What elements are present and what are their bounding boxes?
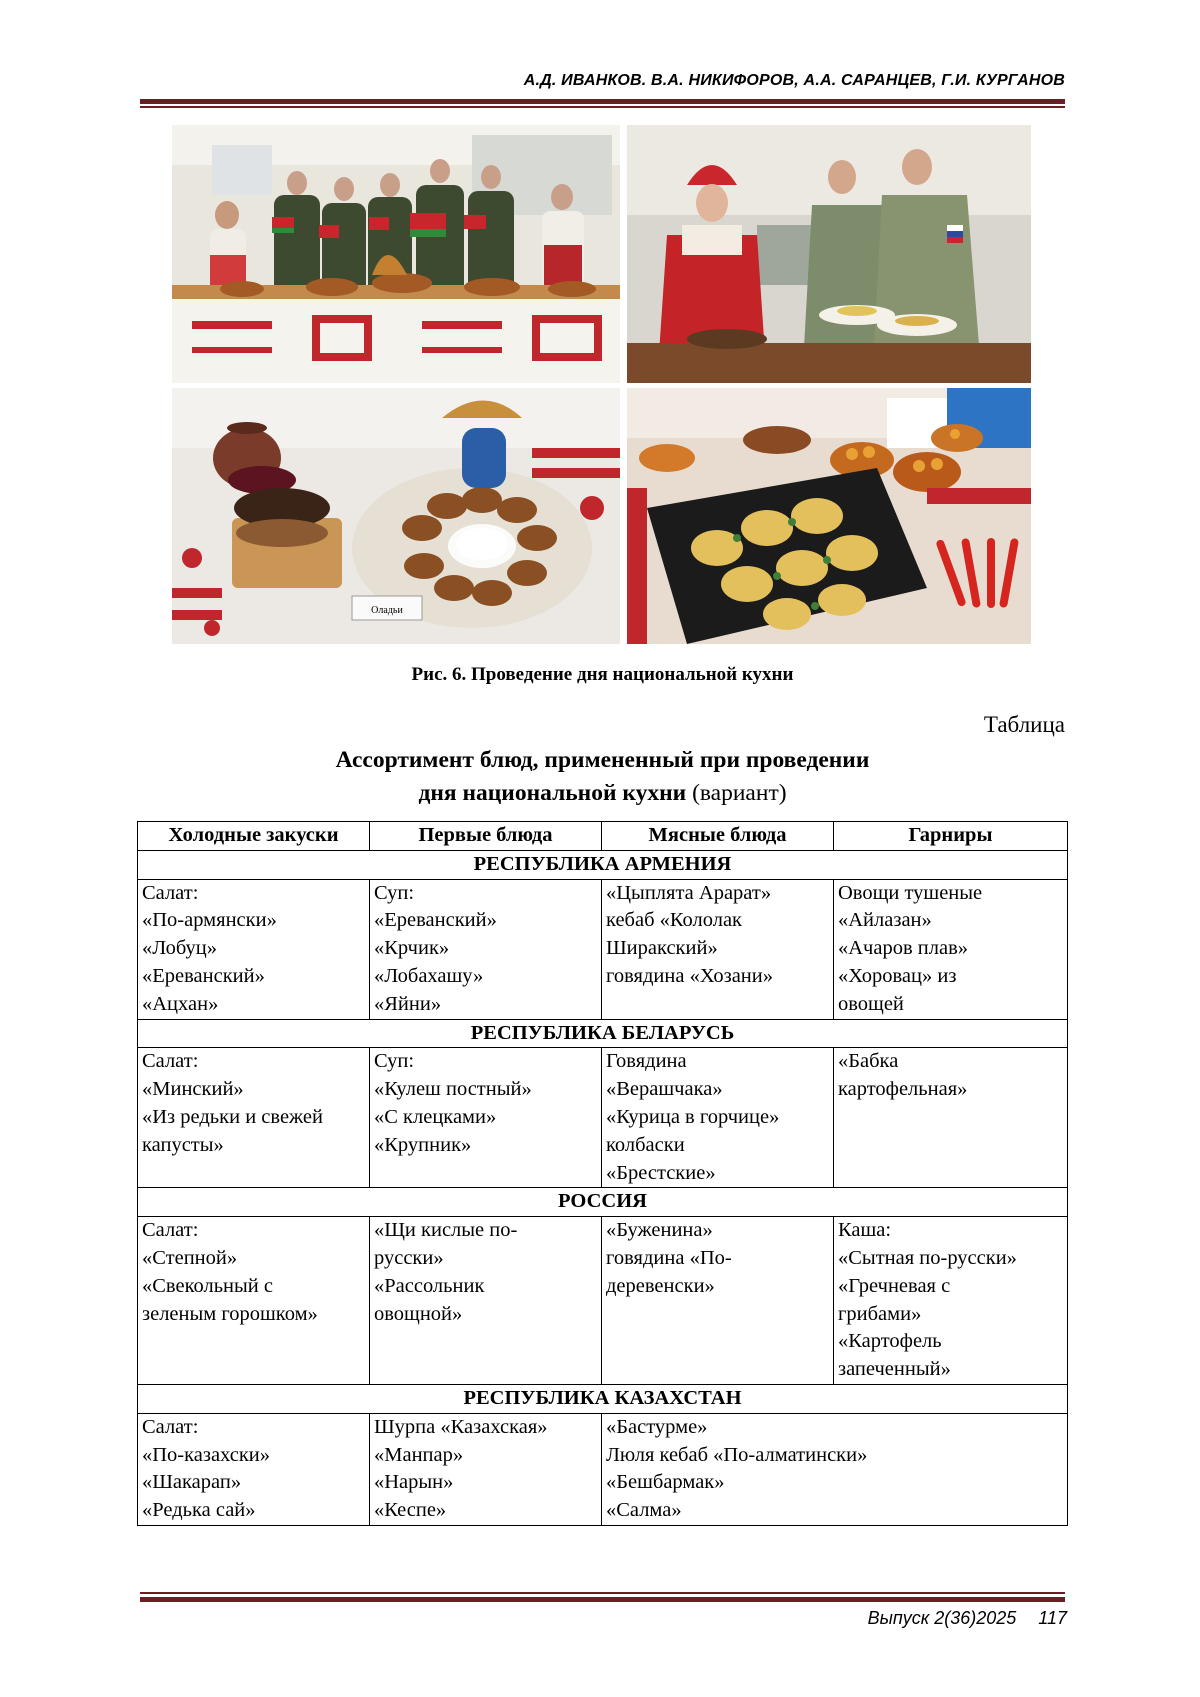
- column-header: Холодные закуски: [138, 822, 370, 851]
- dish-name: Салат:: [142, 1415, 199, 1438]
- dish-name: говядина «Хозани»: [606, 964, 773, 987]
- dish-name: запеченный»: [838, 1358, 951, 1381]
- dish-name: «Брестские»: [606, 1161, 716, 1184]
- dish-name: русски»: [374, 1246, 444, 1269]
- dish-name: «Сытная по-русски»: [838, 1246, 1017, 1269]
- dish-name: «Минский»: [142, 1078, 244, 1101]
- dish-cell: [370, 1217, 602, 1385]
- photo-label-oladyi: Оладьи: [371, 605, 403, 616]
- dish-name: «Нарын»: [374, 1471, 454, 1494]
- issue-number: Выпуск 2(36)2025: [867, 1608, 1017, 1628]
- country-row: [138, 1188, 1068, 1217]
- dish-name: «С клецками»: [374, 1105, 497, 1128]
- dish-name: «Бастурме»: [606, 1415, 708, 1438]
- dish-name: «Картофель: [838, 1330, 942, 1353]
- country-name: РОССИЯ: [138, 1188, 1068, 1217]
- dish-name: овощей: [838, 992, 904, 1015]
- figure-caption: Рис. 6. Проведение дня национальной кухни: [411, 664, 794, 685]
- dish-name: «Редька сай»: [142, 1499, 256, 1522]
- dish-name: Люля кебаб «По-алматински»: [606, 1443, 868, 1466]
- photo-russia-buffet: [627, 125, 1031, 383]
- header-rule-thin: [140, 106, 1065, 108]
- dish-name: «Крупник»: [374, 1133, 472, 1156]
- header-rule: [140, 99, 1065, 104]
- table-title-line-1: Ассортимент блюд, примененный при проведении: [335, 747, 870, 773]
- dish-name: «Ереванский»: [374, 909, 497, 932]
- dish-name: говядина «По-: [606, 1246, 732, 1269]
- dish-cell: [370, 879, 602, 1019]
- dish-name: «Из редьки и свежей: [142, 1105, 324, 1128]
- dish-cell: [370, 1048, 602, 1188]
- column-header: Гарниры: [834, 822, 1068, 851]
- dish-cell: [602, 1413, 1068, 1525]
- dishes-row: [138, 1217, 1068, 1385]
- country-row: [138, 1384, 1068, 1413]
- dish-name: колбаски: [606, 1133, 685, 1156]
- dish-name: «Щи кислые по-: [374, 1219, 518, 1242]
- country-row: [138, 850, 1068, 879]
- footer: [868, 1608, 1067, 1629]
- table-title-variant: (вариант): [686, 780, 787, 806]
- dish-name: «Крчик»: [374, 937, 450, 960]
- dish-name: «Шакарап»: [142, 1471, 242, 1494]
- dish-name: «Лобуц»: [142, 937, 218, 960]
- dish-name: «Бешбармак»: [606, 1471, 725, 1494]
- country-name: РЕСПУБЛИКА КАЗАХСТАН: [138, 1384, 1068, 1413]
- dish-cell: [370, 1413, 602, 1525]
- dish-cell: [602, 1217, 834, 1385]
- dish-name: «Яйни»: [374, 992, 442, 1015]
- table-title: [140, 744, 1065, 810]
- dish-cell: [138, 879, 370, 1019]
- dish-name: «Салма»: [606, 1499, 682, 1522]
- photo-kazakh-manty: [627, 388, 1031, 644]
- dish-name: зеленым горошком»: [142, 1302, 318, 1325]
- dish-name: деревенски»: [606, 1274, 715, 1297]
- column-header: Мясные блюда: [602, 822, 834, 851]
- dish-name: «Манпар»: [374, 1443, 464, 1466]
- dish-cell: [138, 1413, 370, 1525]
- dish-name: «Степной»: [142, 1246, 238, 1269]
- column-header: Первые блюда: [370, 822, 602, 851]
- dish-name: «Рассольник: [374, 1274, 485, 1297]
- dishes-row: [138, 1413, 1068, 1525]
- dish-name: кебаб «Кололак: [606, 909, 743, 932]
- dish-name: «Курица в горчице»: [606, 1105, 780, 1128]
- dish-name: «Буженина»: [606, 1219, 713, 1242]
- dish-name: «Ацхан»: [142, 992, 219, 1015]
- dishes-row: [138, 879, 1068, 1019]
- footer-rule: [140, 1597, 1065, 1602]
- dish-name: Шурпа «Казахская»: [374, 1415, 548, 1438]
- dish-name: Салат:: [142, 1219, 199, 1242]
- dish-cell: [138, 1048, 370, 1188]
- dish-name: «Бабка: [838, 1050, 899, 1073]
- table-header-row: [138, 822, 1068, 851]
- dish-name: «Кеспе»: [374, 1499, 447, 1522]
- table-label: Таблица: [983, 712, 1065, 737]
- table-body: [138, 850, 1068, 1525]
- dishes-table: [137, 821, 1068, 1526]
- dish-name: Суп:: [374, 881, 415, 904]
- footer-rule-thin: [140, 1592, 1065, 1594]
- dish-name: Говядина: [606, 1050, 687, 1073]
- dish-name: «Верашчака»: [606, 1078, 723, 1101]
- dish-cell: [834, 1048, 1068, 1188]
- page-number: 117: [1038, 1608, 1067, 1628]
- country-name: РЕСПУБЛИКА АРМЕНИЯ: [138, 850, 1068, 879]
- dish-name: «По-казахски»: [142, 1443, 271, 1466]
- table-title-line-2: дня национальной кухни: [418, 780, 687, 806]
- photo-oladyi-pancakes: [172, 388, 620, 644]
- dishes-row: [138, 1048, 1068, 1188]
- figure-national-cuisine: [172, 125, 1031, 644]
- running-head-authors: А.Д. ИВАНКОВ. В.А. НИКИФОРОВ, А.А. САРАНЦЕВ, Г.И. КУРГАНОВ: [523, 72, 1065, 89]
- dish-name: капусты»: [142, 1133, 224, 1156]
- country-name: РЕСПУБЛИКА БЕЛАРУСЬ: [138, 1019, 1068, 1048]
- dish-name: Салат:: [142, 881, 199, 904]
- dish-name: «Свекольный с: [142, 1274, 273, 1297]
- photo-belarus-table: [172, 125, 620, 383]
- dish-name: овощной»: [374, 1302, 463, 1325]
- country-row: [138, 1019, 1068, 1048]
- dish-name: Овощи тушеные: [838, 881, 983, 904]
- dish-cell: [602, 879, 834, 1019]
- dish-name: «Ачаров плав»: [838, 937, 968, 960]
- dish-name: Салат:: [142, 1050, 199, 1073]
- dish-cell: [138, 1217, 370, 1385]
- dish-name: «Кулеш постный»: [374, 1078, 532, 1101]
- dish-cell: [602, 1048, 834, 1188]
- dish-name: «Лобахашу»: [374, 964, 484, 987]
- dish-name: «Хоровац» из: [838, 964, 957, 987]
- dish-name: «Цыплята Арарат»: [606, 881, 772, 904]
- dish-name: «Ереванский»: [142, 964, 265, 987]
- dish-name: Суп:: [374, 1050, 415, 1073]
- dish-cell: [834, 879, 1068, 1019]
- dish-name: «Гречневая с: [838, 1274, 951, 1297]
- dish-cell: [834, 1217, 1068, 1385]
- dish-name: Ширакский»: [606, 937, 718, 960]
- dish-name: картофельная»: [838, 1078, 968, 1101]
- dish-name: «Айлазан»: [838, 909, 932, 932]
- dish-name: грибами»: [838, 1302, 922, 1325]
- dish-name: Каша:: [838, 1219, 892, 1242]
- dish-name: «По-армянски»: [142, 909, 277, 932]
